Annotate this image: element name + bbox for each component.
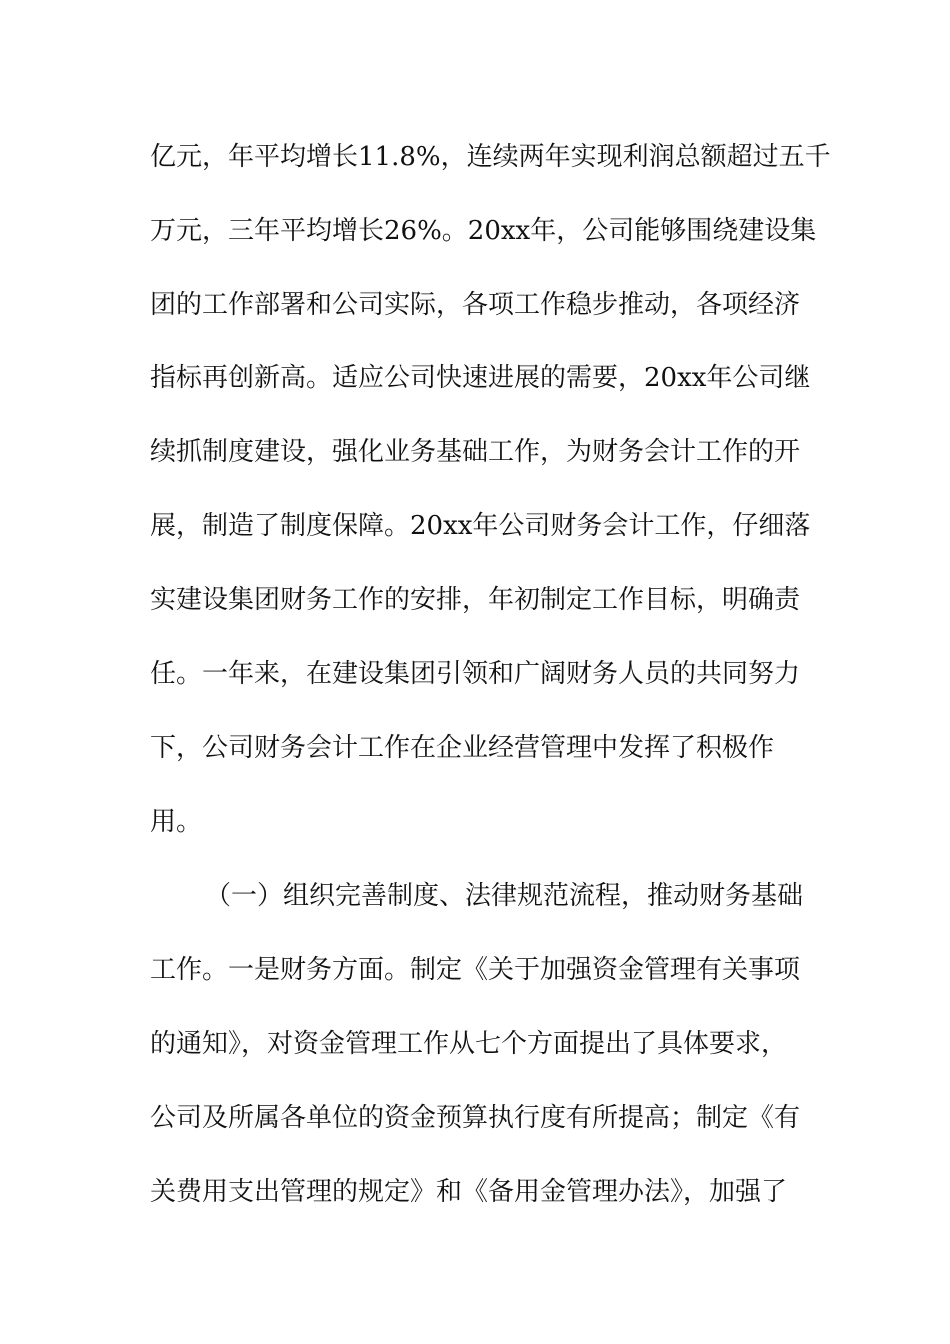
text-line: 展，制造了制度保障。20xx年公司财务会计工作，仔细落 [150,511,811,541]
text-line: 团的工作部署和公司实际，各项工作稳步推动，各项经济 [150,290,801,320]
text-line: 的通知》，对资金管理工作从七个方面提出了具体要求， [150,1029,788,1059]
text-line: 下，公司财务会计工作在企业经营管理中发挥了积极作 [150,733,775,763]
text-line: 续抓制度建设，强化业务基础工作，为财务会计工作的开 [150,437,801,467]
text-line: 指标再创新高。适应公司快速进展的需要，20xx年公司继 [150,363,811,393]
text-line: 任。一年来，在建设集团引领和广阔财务人员的共同努力 [150,659,801,689]
text-line: 用。 [150,807,203,837]
text-line: 关费用支出管理的规定》和《备用金管理办法》，加强了 [150,1177,788,1207]
section-heading-line: （一）组织完善制度、法律规范流程，推动财务基础 [205,881,804,911]
text-line: 工作。一是财务方面。制定《关于加强资金管理有关事项 [150,955,801,985]
text-line: 万元，三年平均增长26%。20xx年，公司能够围绕建设集 [150,216,817,246]
text-line: 公司及所属各单位的资金预算执行度有所提高；制定《有 [150,1103,801,1133]
text-line: 亿元，年平均增长11.8%，连续两年实现利润总额超过五千 [150,142,831,172]
text-line: 实建设集团财务工作的安排，年初制定工作目标，明确责 [150,585,801,615]
